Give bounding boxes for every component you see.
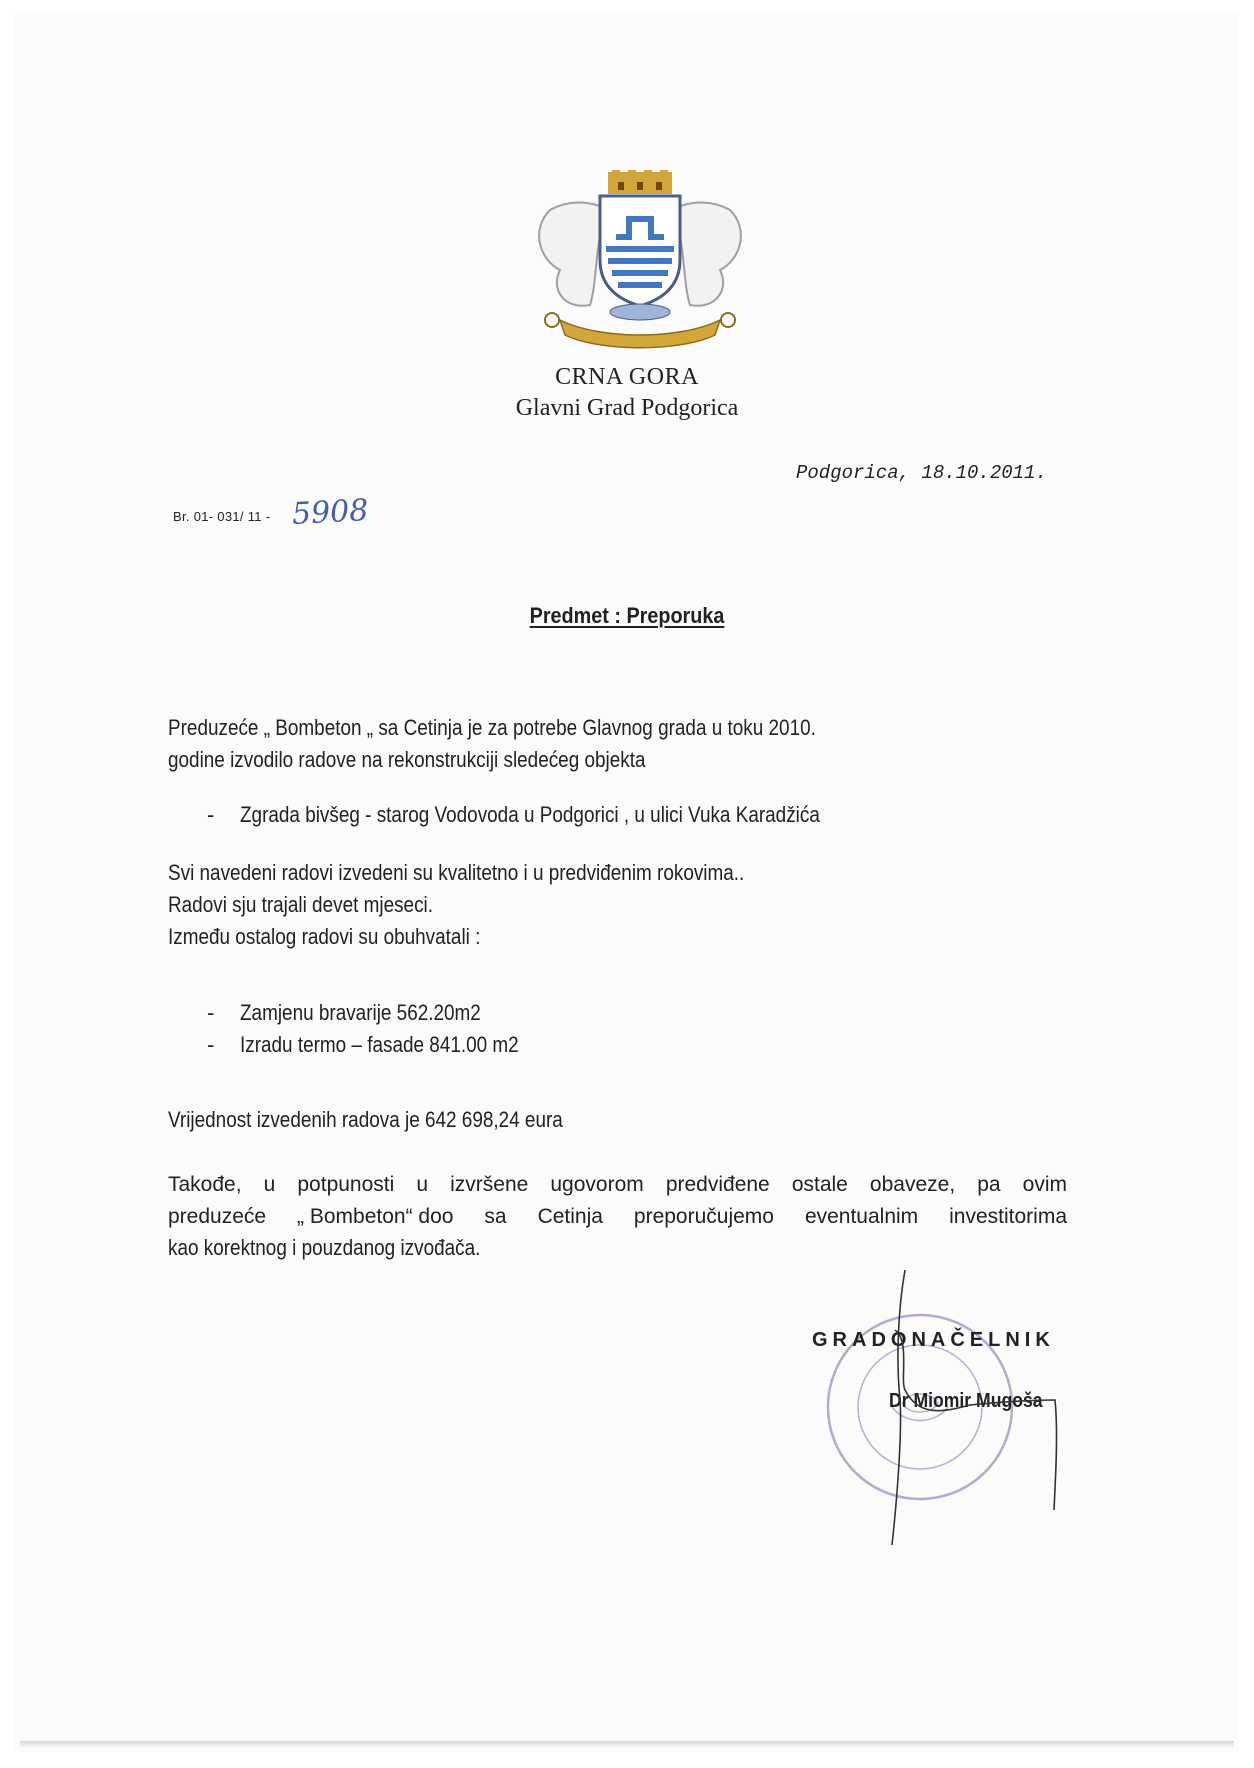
list-bullet-dash: - [207, 1032, 215, 1057]
intro-line-1: Preduzeće „ Bombeton „ sa Cetinja je za potrebe Glavnog grada u toku 2010. [168, 715, 816, 740]
closing-line-2-words [168, 1201, 1067, 1233]
list-bullet-dash: - [207, 802, 215, 827]
ribbon [560, 320, 720, 348]
signatory-name: Dr Miomir Mugoša [889, 1390, 1043, 1412]
word: pa [977, 1173, 1001, 1196]
value-line: Vrijednost izvedenih radova je 642 698,24 eura [168, 1107, 563, 1132]
left-lion [539, 203, 608, 306]
header-city: Glavni Grad Podgorica [515, 395, 739, 421]
word: Cetinja [537, 1205, 603, 1228]
header-country: CRNA GORA [555, 364, 699, 390]
letter-date: Podgorica, 18.10.2011. [796, 462, 1047, 484]
handwritten-signature [840, 1270, 1080, 1550]
word: „ Bombeton“ doo [297, 1205, 454, 1228]
subject-text: Predmet : Preporuka [529, 603, 725, 628]
word: investitorima [949, 1205, 1067, 1228]
word: eventualnim [804, 1205, 919, 1228]
closing-line-2 [168, 1201, 1067, 1233]
word: ostale [791, 1173, 848, 1196]
word: u [416, 1173, 429, 1196]
word: ovim [1022, 1173, 1067, 1196]
word: predviđene [665, 1173, 770, 1196]
word: preporučujemo [633, 1205, 774, 1228]
work-item-2: Izradu termo – fasade 841.00 m2 [240, 1032, 519, 1057]
quality-line-1: Svi navedeni radovi izvedeni su kvalitetno i u predviđenim rokovima.. [168, 860, 745, 885]
word: Takođe, [168, 1173, 242, 1196]
work-item-1: Zamjenu bravarije 562.20m2 [240, 1000, 481, 1025]
right-lion [672, 203, 741, 306]
word: ugovorom [550, 1173, 644, 1196]
object-item: Zgrada bivšeg - starog Vodovoda u Podgorici , u ulici Vuka Karadžića [240, 802, 820, 827]
intro-line-2: godine izvodilo radove na rekonstrukciji sledećeg objekta [168, 747, 646, 772]
reference-number-handwritten: 5908 [291, 493, 370, 532]
word: obaveze, [869, 1173, 956, 1196]
word: u [263, 1173, 276, 1196]
signatory-title: GRADONAČELNIK [812, 1329, 1055, 1351]
quality-line-2: Radovi sju trajali devet mjeseci. [168, 892, 434, 917]
list-bullet-dash: - [207, 1000, 215, 1025]
subject-line [63, 603, 1192, 629]
word: preduzeće [168, 1205, 267, 1228]
word: izvršene [450, 1173, 529, 1196]
word: sa [484, 1205, 507, 1228]
closing-line-1-words [168, 1169, 1067, 1201]
word: potpunosti [297, 1173, 395, 1196]
closing-line-1 [168, 1169, 1067, 1201]
coat-of-arms-emblem [520, 170, 760, 355]
quality-line-3: Između ostalog radovi su obuhvatali : [168, 924, 481, 949]
closing-line-3: kao korektnog i pouzdanog izvođača. [168, 1235, 481, 1260]
page-bottom-edge [20, 1741, 1234, 1747]
reference-number: Br. 01- 031/ 11 - [173, 509, 271, 524]
